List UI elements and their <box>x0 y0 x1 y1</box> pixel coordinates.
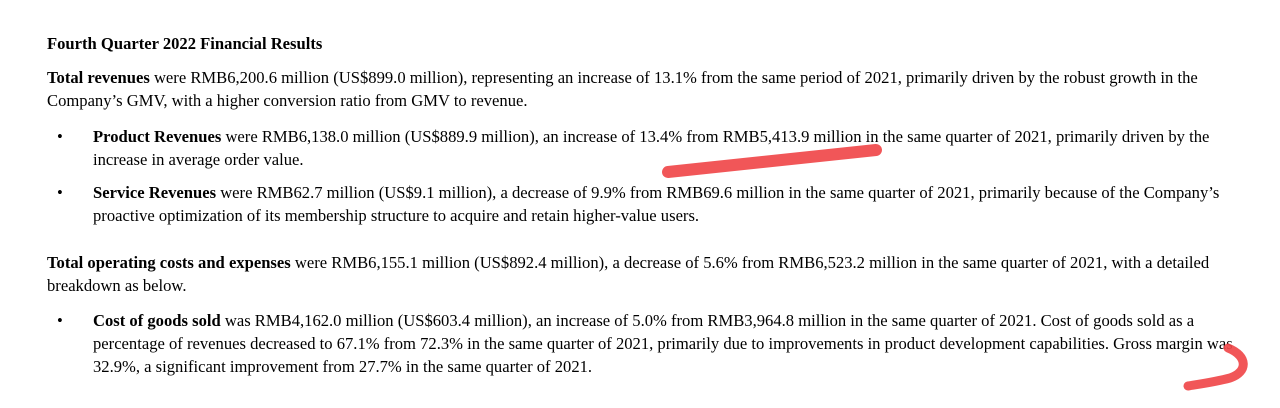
total-costs-paragraph <box>47 251 1242 297</box>
cogs-text: was RMB4,162.0 million (US$603.4 million), an increase of 5.0% from RMB3,964.8 million in the same quarter of 2021. Cost of goods sold as a percentage of revenues decreased to 67.1% from 72.3% in the same quarter of 2021, primarily due to improvements in product development capabilities. Gross margin was 32.9%, a significant improvement from 27.7% in the same quarter of 2021. <box>93 311 1233 376</box>
section-heading: Fourth Quarter 2022 Financial Results <box>47 34 323 53</box>
product-revenues-bullet <box>47 125 1242 171</box>
product-revenues-label: Product Revenues <box>93 127 222 146</box>
total-costs-label: Total operating costs and expenses <box>47 253 291 272</box>
bullet-marker: • <box>57 183 63 202</box>
document-page <box>47 32 1242 378</box>
total-revenues-paragraph <box>47 66 1242 112</box>
total-costs-text: were RMB6,155.1 million (US$892.4 million), a decrease of 5.6% from RMB6,523.2 million in the same quarter of 2021, with a detailed breakdown as below. <box>47 253 1210 295</box>
bullet-marker: • <box>57 311 63 330</box>
product-revenues-text: were RMB6,138.0 million (US$889.9 million), an increase of 13.4% from RMB5,413.9 million in the same quarter of 2021, primarily driven by the increase in average order value. <box>93 127 1210 169</box>
cogs-label: Cost of goods sold <box>93 311 221 330</box>
service-revenues-bullet <box>47 181 1242 227</box>
total-revenues-label: Total revenues <box>47 68 150 87</box>
service-revenues-label: Service Revenues <box>93 183 217 202</box>
bullet-marker: • <box>57 127 63 146</box>
total-revenues-text: were RMB6,200.6 million (US$899.0 million), representing an increase of 13.1% from the same period of 2021, primarily driven by the robust growth in the Company’s GMV, with a higher conversion ratio from GMV to revenue. <box>47 68 1198 110</box>
cogs-bullet <box>47 309 1242 378</box>
service-revenues-text: were RMB62.7 million (US$9.1 million), a decrease of 9.9% from RMB69.6 million in the same quarter of 2021, primarily because of the Company’s proactive optimization of its membership structure to acquire and retain higher-value users. <box>93 183 1220 225</box>
